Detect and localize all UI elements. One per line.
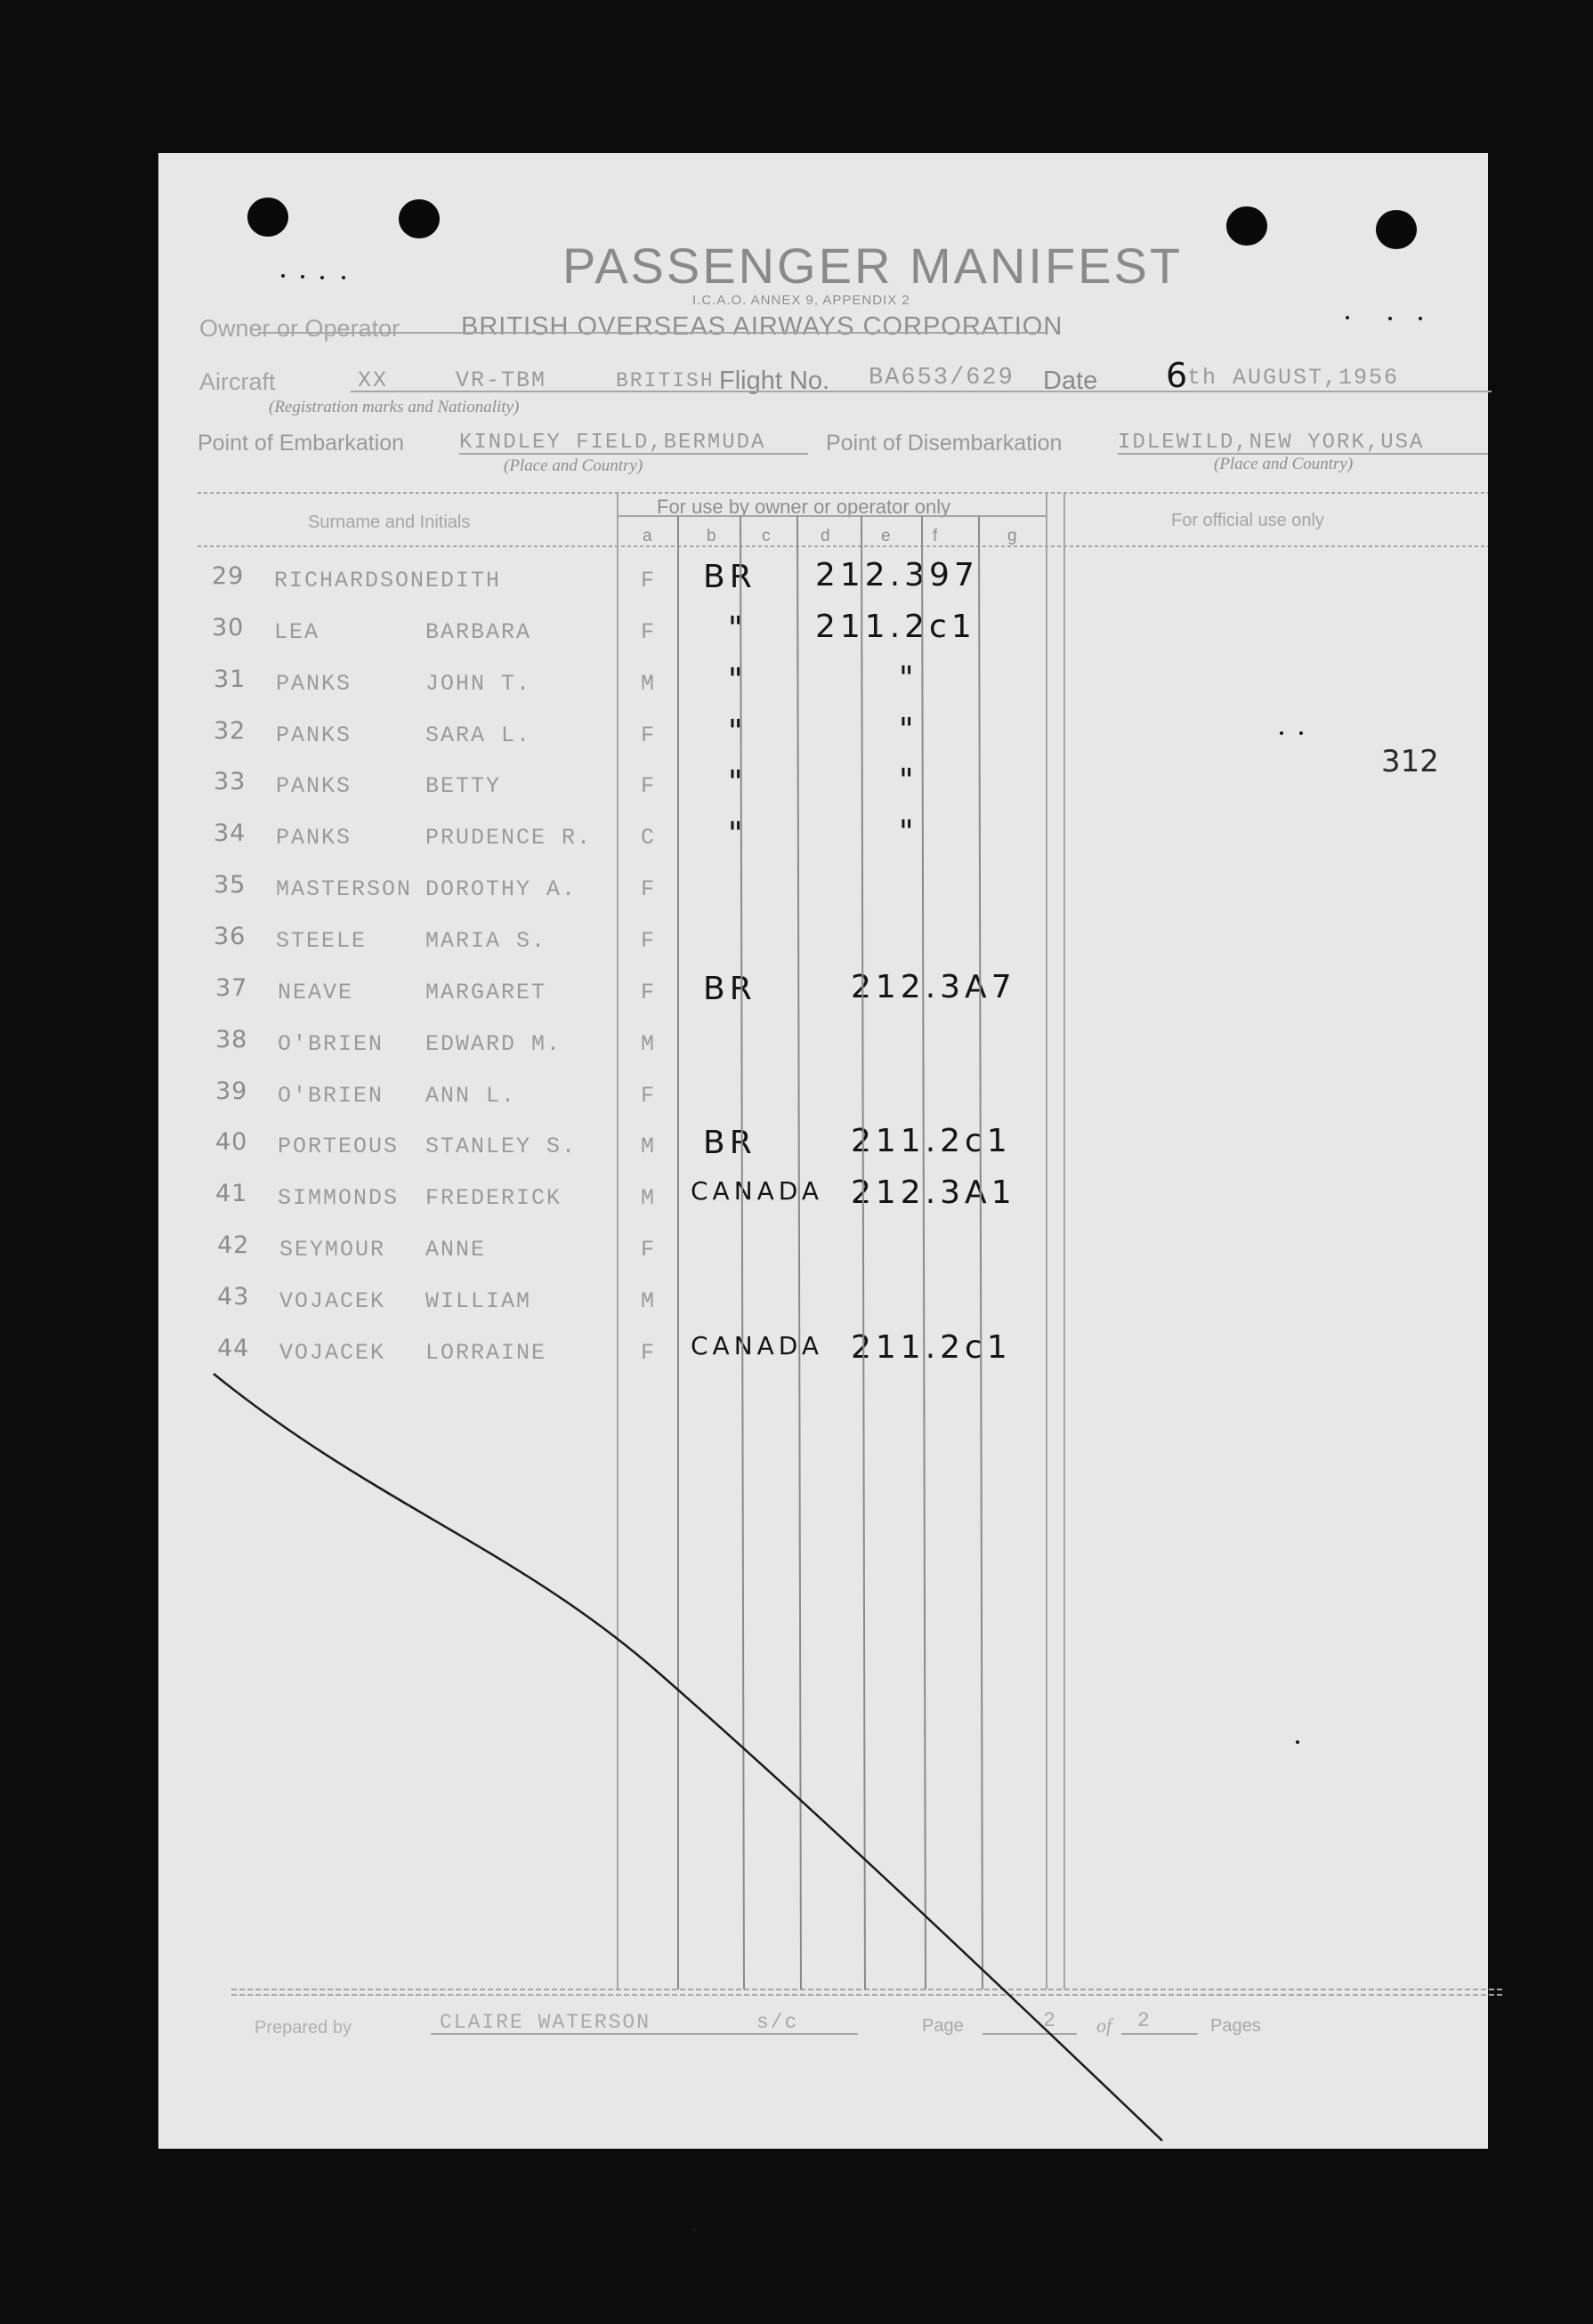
row-number: 43 bbox=[217, 1283, 250, 1311]
disembarkation-value: IDLEWILD,NEW YORK,USA bbox=[1118, 431, 1425, 455]
passenger-given-name: ANNE bbox=[425, 1237, 487, 1263]
official-use-header: For official use only bbox=[1171, 511, 1324, 530]
page-number: 2 bbox=[1043, 2009, 1057, 2032]
visa-code-entry: 212.3A1 bbox=[851, 1174, 1016, 1211]
visa-code-entry: 211.2c1 bbox=[815, 609, 976, 645]
passenger-surname: PANKS bbox=[276, 825, 352, 851]
cancellation-stroke bbox=[214, 1374, 1162, 2141]
passenger-given-name: BARBARA bbox=[425, 619, 532, 645]
annex-subtitle: I.C.A.O. ANNEX 9, APPENDIX 2 bbox=[692, 293, 910, 308]
disembarkation-label: Point of Disembarkation bbox=[826, 431, 1063, 456]
row-number: 30 bbox=[212, 614, 245, 642]
passenger-given-name: MARGARET bbox=[425, 980, 547, 1005]
owner-value: BRITISH OVERSEAS AIRWAYS CORPORATION bbox=[461, 312, 1063, 341]
passenger-sex: F bbox=[641, 928, 657, 954]
passenger-surname: NEAVE bbox=[278, 980, 354, 1005]
column-header-c: c bbox=[762, 527, 771, 545]
row-number: 42 bbox=[217, 1231, 250, 1259]
visa-code-entry: 212.3A7 bbox=[851, 969, 1016, 1005]
passenger-surname: SIMMONDS bbox=[278, 1185, 400, 1211]
owner-use-header: For use by owner or operator only bbox=[657, 496, 951, 518]
nationality-entry: " bbox=[728, 662, 748, 698]
passenger-surname: VOJACEK bbox=[279, 1340, 386, 1366]
prepared-by-label: Prepared by bbox=[255, 2018, 352, 2038]
date-day-handwritten: 6 bbox=[1166, 356, 1193, 395]
passenger-surname: PANKS bbox=[276, 671, 352, 697]
passenger-sex: M bbox=[641, 1288, 657, 1314]
passenger-sex: F bbox=[641, 619, 657, 645]
pages-label: Pages bbox=[1210, 2016, 1261, 2036]
nationality-entry: CANADA bbox=[691, 1331, 824, 1360]
visa-code-entry: 211.2c1 bbox=[851, 1123, 1012, 1159]
prepared-by-value: CLAIRE WATERSON bbox=[440, 2011, 651, 2034]
passenger-given-name: EDITH bbox=[425, 568, 502, 593]
passenger-sex: M bbox=[641, 1185, 657, 1211]
passenger-sex: F bbox=[641, 1083, 657, 1109]
visa-code-entry: " bbox=[899, 814, 918, 851]
visa-code-entry: " bbox=[899, 660, 918, 697]
prepared-by-suffix: s/c bbox=[756, 2011, 799, 2034]
page-title: PASSENGER MANIFEST bbox=[562, 238, 1184, 294]
passenger-surname: PORTEOUS bbox=[278, 1134, 400, 1159]
passenger-surname: O'BRIEN bbox=[278, 1031, 384, 1057]
date-label: Date bbox=[1043, 367, 1098, 395]
column-header-g: g bbox=[1007, 527, 1017, 545]
passenger-given-name: WILLIAM bbox=[425, 1288, 532, 1314]
passenger-sex: M bbox=[641, 1134, 657, 1159]
aircraft-registration: VR-TBM bbox=[456, 367, 547, 393]
flight-number: BA653/629 bbox=[869, 365, 1015, 391]
of-label: of bbox=[1096, 2014, 1112, 2037]
passenger-given-name: JOHN T. bbox=[425, 671, 532, 697]
passenger-surname: RICHARDSON bbox=[274, 568, 426, 593]
aircraft-label: Aircraft bbox=[199, 368, 276, 395]
passenger-surname: MASTERSON bbox=[276, 876, 413, 902]
row-number: 36 bbox=[214, 923, 247, 950]
passenger-given-name: FREDERICK bbox=[425, 1185, 562, 1211]
official-number: 312 bbox=[1381, 744, 1439, 779]
aircraft-nationality: BRITISH bbox=[616, 369, 715, 392]
passenger-surname: VOJACEK bbox=[279, 1288, 386, 1314]
column-header-a: a bbox=[643, 527, 652, 545]
row-number: 33 bbox=[214, 768, 247, 795]
nationality-entry: BR bbox=[703, 971, 756, 1007]
row-number: 41 bbox=[215, 1180, 248, 1207]
visa-code-entry: " bbox=[899, 763, 918, 799]
nationality-entry: " bbox=[728, 714, 748, 750]
passenger-given-name: STANLEY S. bbox=[425, 1134, 578, 1159]
embarkation-caption: (Place and Country) bbox=[504, 456, 643, 475]
row-number: 44 bbox=[217, 1335, 250, 1362]
page-total: 2 bbox=[1137, 2009, 1152, 2032]
nationality-entry: " bbox=[728, 764, 748, 801]
row-number: 35 bbox=[214, 871, 247, 899]
visa-code-entry: 211.2c1 bbox=[851, 1329, 1012, 1366]
embarkation-label: Point of Embarkation bbox=[198, 431, 405, 456]
passenger-sex: M bbox=[641, 1031, 657, 1057]
owner-label: Owner or Operator bbox=[199, 315, 400, 342]
nationality-entry: BR bbox=[703, 559, 756, 595]
passenger-given-name: PRUDENCE R. bbox=[425, 825, 593, 851]
passenger-sex: C bbox=[641, 825, 657, 851]
row-number: 39 bbox=[215, 1077, 248, 1105]
nationality-entry: " bbox=[728, 610, 748, 647]
row-number: 34 bbox=[214, 819, 247, 847]
passenger-given-name: LORRAINE bbox=[425, 1340, 547, 1366]
passenger-surname: PANKS bbox=[276, 722, 352, 748]
passenger-sex: F bbox=[641, 1237, 657, 1263]
column-header-e: e bbox=[881, 527, 891, 545]
passenger-given-name: DOROTHY A. bbox=[425, 876, 578, 902]
row-number: 38 bbox=[215, 1026, 248, 1053]
passenger-sex: F bbox=[641, 722, 657, 748]
embarkation-value: KINDLEY FIELD,BERMUDA bbox=[459, 431, 766, 455]
nationality-entry: " bbox=[728, 816, 748, 852]
passenger-sex: F bbox=[641, 876, 657, 902]
visa-code-entry: 212.397 bbox=[815, 557, 979, 593]
passenger-surname: LEA bbox=[274, 619, 320, 645]
surname-header: Surname and Initials bbox=[308, 512, 471, 532]
row-number: 40 bbox=[215, 1128, 248, 1156]
passenger-surname: PANKS bbox=[276, 773, 352, 799]
aircraft-type: XX bbox=[358, 367, 389, 393]
passenger-surname: O'BRIEN bbox=[278, 1083, 384, 1109]
row-number: 37 bbox=[215, 974, 248, 1002]
passenger-sex: F bbox=[641, 1340, 657, 1366]
passenger-sex: F bbox=[641, 980, 657, 1005]
passenger-surname: SEYMOUR bbox=[279, 1237, 386, 1263]
visa-code-entry: " bbox=[899, 712, 918, 748]
passenger-surname: STEELE bbox=[276, 928, 368, 954]
column-header-f: f bbox=[933, 527, 938, 545]
row-number: 29 bbox=[212, 562, 245, 590]
page-label: Page bbox=[922, 2016, 964, 2036]
registration-caption: (Registration marks and Nationality) bbox=[269, 398, 520, 416]
column-header-b: b bbox=[707, 527, 716, 545]
passenger-given-name: EDWARD M. bbox=[425, 1031, 562, 1057]
passenger-sex: F bbox=[641, 568, 657, 593]
passenger-sex: F bbox=[641, 773, 657, 799]
disembarkation-caption: (Place and Country) bbox=[1214, 455, 1354, 473]
column-header-d: d bbox=[821, 527, 830, 545]
flight-label: Flight No. bbox=[719, 367, 830, 395]
passenger-given-name: SARA L. bbox=[425, 722, 532, 748]
date-value: th AUGUST,1956 bbox=[1187, 365, 1400, 391]
passenger-given-name: ANN L. bbox=[425, 1083, 517, 1109]
passenger-given-name: BETTY bbox=[425, 773, 502, 799]
passenger-given-name: MARIA S. bbox=[425, 928, 547, 954]
row-number: 31 bbox=[214, 666, 247, 693]
nationality-entry: CANADA bbox=[691, 1176, 824, 1206]
nationality-entry: BR bbox=[703, 1125, 756, 1161]
row-number: 32 bbox=[214, 717, 247, 745]
passenger-sex: M bbox=[641, 671, 657, 697]
